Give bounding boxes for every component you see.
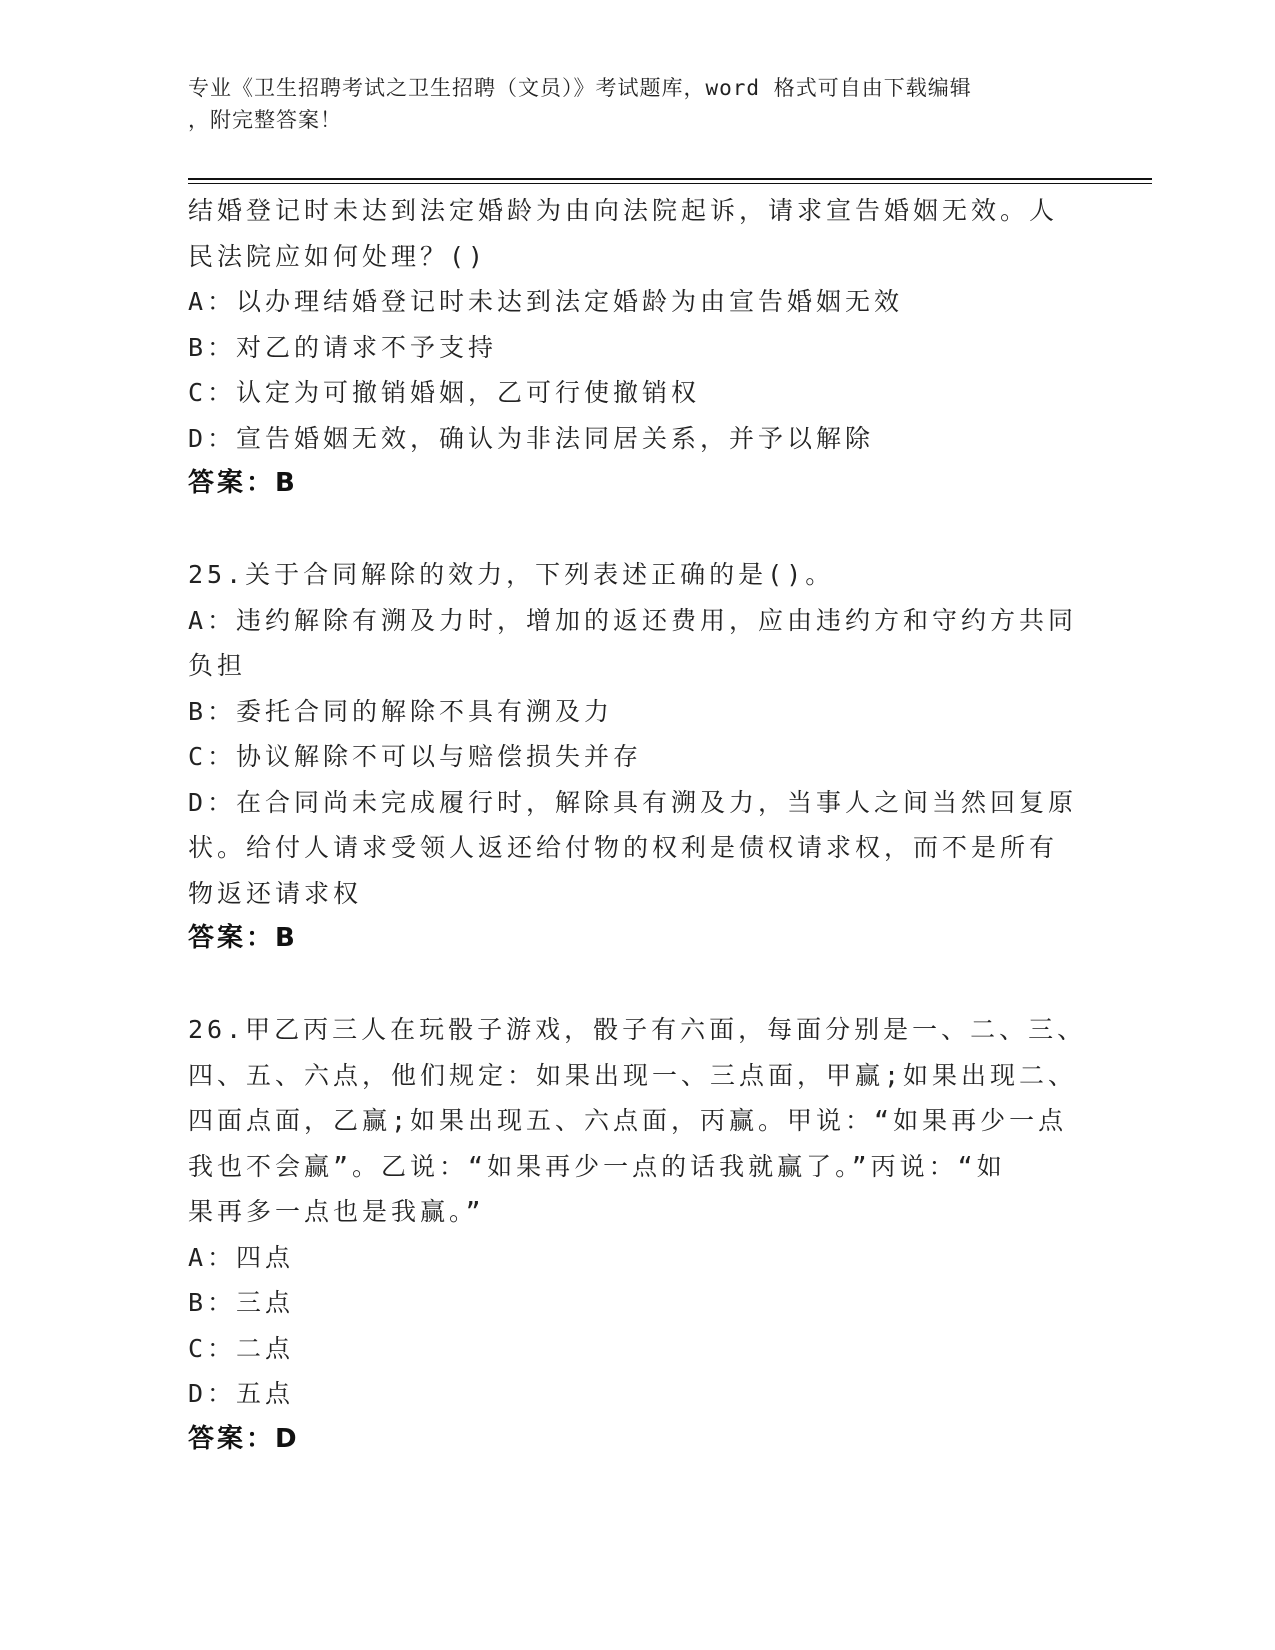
option-d: D：在合同尚未完成履行时，解除具有溯及力，当事人之间当然回复原: [188, 787, 1078, 817]
header-line-2: ，附完整答案！: [188, 108, 342, 132]
option-a: A：以办理结婚登记时未达到法定婚龄为由宣告婚姻无效: [188, 287, 904, 316]
header-line-1: 专业《卫生招聘考试之卫生招聘（文员）》考试题库，word 格式可自由下载编辑: [188, 76, 972, 100]
option-d: D：宣告婚姻无效，确认为非法同居关系，并予以解除: [188, 423, 875, 453]
answer-line: 答案：B: [188, 468, 298, 498]
question-stem-line: 四面点面，乙赢;如果出现五、六点面，丙赢。甲说：“如果再少一点: [188, 1106, 1068, 1135]
answer-line: 答案：D: [188, 1423, 300, 1454]
option-a: A：违约解除有溯及力时，增加的返还费用，应由违约方和守约方共同: [188, 605, 1078, 635]
option-b: B：三点: [188, 1288, 295, 1317]
option-a: A：四点: [188, 1242, 295, 1272]
question-26: [188, 1007, 1087, 1462]
header-divider: [188, 178, 1152, 180]
question-25: [188, 552, 1078, 962]
question-stem-line: 民法院应如何处理？(): [188, 241, 488, 271]
answer-line: 答案：B: [188, 923, 298, 953]
option-d: D：五点: [188, 1379, 295, 1408]
option-b: B：对乙的请求不予支持: [188, 332, 498, 362]
option-b: B：委托合同的解除不具有溯及力: [188, 696, 614, 726]
question-stem-line: 结婚登记时未达到法定婚龄为由向法院起诉，请求宣告婚姻无效。人: [188, 196, 1059, 225]
option-c: C：协议解除不可以与赔偿损失并存: [188, 742, 643, 771]
header-divider-thin: [188, 183, 1152, 184]
question-24: [188, 188, 1068, 507]
question-stem-line: 四、五、六点，他们规定：如果出现一、三点面，甲赢;如果出现二、: [188, 1060, 1078, 1090]
question-stem-line: 果再多一点也是我赢。”: [188, 1197, 485, 1226]
document-header: [188, 72, 1108, 136]
option-c: C：二点: [188, 1333, 295, 1363]
option-d-cont: 状。给付人请求受领人返还给付物的权利是债权请求权，而不是所有: [188, 833, 1059, 862]
option-a-cont: 负担: [188, 651, 247, 680]
option-d-cont: 物返还请求权: [188, 878, 363, 908]
question-stem-line: 我也不会赢”。乙说：“如果再少一点的话我就赢了。”丙说：“如: [188, 1151, 1006, 1181]
question-list: [188, 188, 1087, 1462]
question-stem-line: 26.甲乙丙三人在玩骰子游戏，骰子有六面，每面分别是一、二、三、: [188, 1015, 1087, 1044]
question-stem-line: 25.关于合同解除的效力，下列表述正确的是()。: [188, 560, 835, 589]
option-c: C：认定为可撤销婚姻，乙可行使撤销权: [188, 378, 701, 407]
